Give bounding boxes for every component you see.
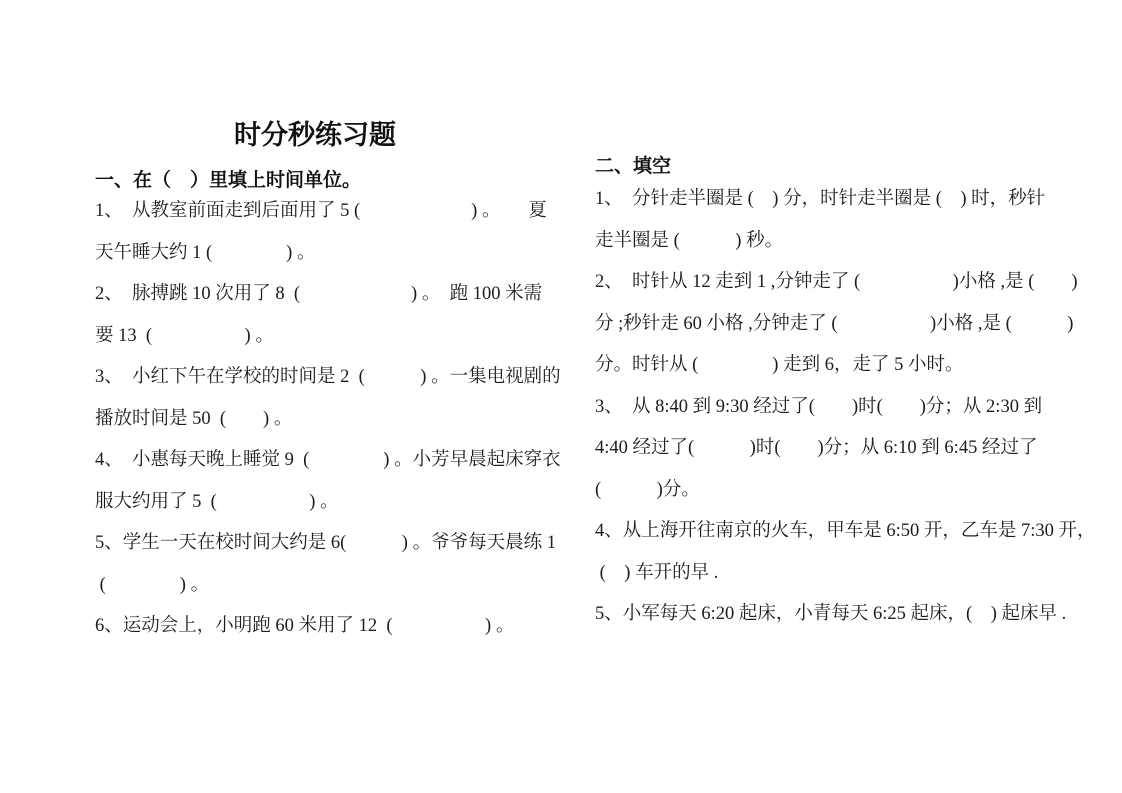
text-line: 1、 分针走半圈是 ( ) 分，时针走半圈是 ( ) 时，秒针 bbox=[595, 189, 1046, 209]
right-column bbox=[595, 0, 1096, 793]
text-line: 天午睡大约 1 ( ) 。 bbox=[95, 242, 316, 263]
text-line: 分 ;秒针走 60 小格 ,分钟走了 ( )小格 ,是 ( ) bbox=[595, 313, 1074, 334]
section-1-body bbox=[95, 191, 561, 648]
text-line: ( )分。 bbox=[595, 479, 700, 500]
text-line: 服大约用了 5 ( ) 。 bbox=[95, 491, 339, 512]
text-line: 2、 脉搏跳 10 次用了 8 ( ) 。 跑 100 米需 bbox=[95, 284, 543, 304]
text-line: 要 13 ( ) 。 bbox=[95, 325, 274, 346]
page-title: 时分秒练习题 bbox=[234, 120, 396, 150]
text-line: ( ) 车开的早 . bbox=[595, 562, 719, 583]
text-line: ( ) 。 bbox=[95, 574, 210, 595]
text-line: 播放时间是 50 ( ) 。 bbox=[95, 408, 293, 429]
text-line: 4:40 经过了( )时( )分；从 6:10 到 6:45 经过了 bbox=[595, 438, 1038, 458]
text-line: 3、 小红下午在学校的时间是 2 ( ) 。一集电视剧的 bbox=[95, 367, 561, 387]
text-line: 1、 从教室前面走到后面用了 5 ( ) 。 夏 bbox=[95, 201, 547, 221]
section-2-heading: 二、填空 bbox=[595, 156, 672, 177]
text-line: 2、 时针从 12 走到 1 ,分钟走了 ( )小格 ,是 ( ) bbox=[595, 272, 1078, 292]
text-line: 5、学生一天在校时间大约是 6( ) 。爷爷每天晨练 1 bbox=[95, 533, 556, 553]
text-line: 走半圈是 ( ) 秒。 bbox=[595, 230, 784, 251]
left-column bbox=[95, 0, 561, 793]
text-line: 3、 从 8:40 到 9:30 经过了( )时( )分；从 2:30 到 bbox=[595, 396, 1043, 417]
text-line: 4、 小惠每天晚上睡觉 9 ( ) 。小芳早晨起床穿衣 bbox=[95, 450, 561, 470]
text-line: 分。时针从 ( ) 走到 6，走了 5 小时。 bbox=[595, 355, 964, 375]
section-2-body bbox=[595, 179, 1096, 636]
section-1-heading: 一、在（ ）里填上时间单位。 bbox=[95, 170, 362, 191]
text-line: 4、从上海开往南京的火车，甲车是 6:50 开，乙车是 7:30 开， bbox=[595, 521, 1096, 541]
text-line: 6、运动会上，小明跑 60 米用了 12 ( ) 。 bbox=[95, 616, 515, 636]
text-line: 5、小军每天 6:20 起床，小青每天 6:25 起床，( ) 起床早 . bbox=[595, 604, 1067, 624]
